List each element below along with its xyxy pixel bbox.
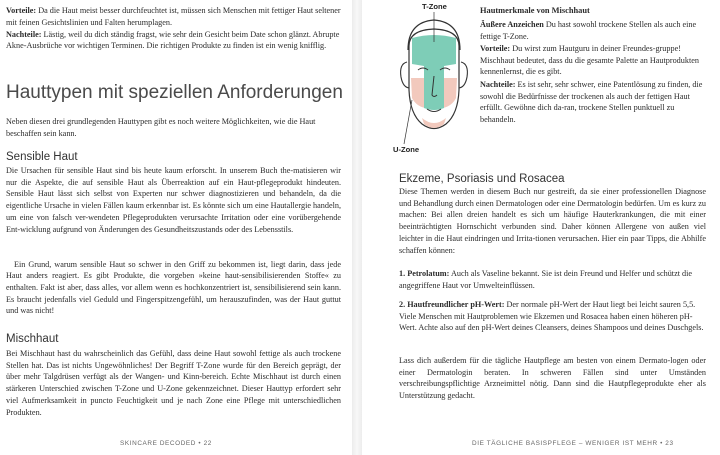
traits-appearance-label: Äußere Anzeichen xyxy=(480,20,544,29)
left-footer: SKINCARE DECODED • 22 xyxy=(120,440,212,447)
tip-2 xyxy=(399,299,706,334)
u-zone-label: U-Zone xyxy=(393,145,420,154)
tip-2-num: 2. xyxy=(399,300,406,309)
tip-item xyxy=(399,299,706,334)
mixed-p1: Bei Mischhaut hast du wahrscheinlich das Gefühl, dass deine Haut sowohl fettige als auch trockene Stellen hat. Das ist nichts Ungewöhnliches! Der Begriff T-Zone wurde für den Bereich geprägt, der über mehr Talgdrüsen verfügt als der Wangen- und Kinn-bereich. Echte Mischhaut ist durch einen stärkeren Unterschied zwischen T-Zone und U-Zone gekennzeichnet. Dieser Hauttyp erfordert sehr viel Aufmerksamkeit in puncto Feuchtigkeit und je nach Zone eine Pflege mit unterschiedlichen Produkten. xyxy=(6,349,341,417)
face-diagram xyxy=(394,2,474,152)
eczema-p1: Diese Themen werden in diesem Buch nur gestreift, da sie einer professionellen Diagnose und Behandlung durch einen Dermatologen oder eine Dermatologin bedürfen. Um es kurz zu machen: Bei allen dreien handelt es sich um häufige Hauterkrankungen, die mit einer beeinträchtigten Hornschicht verbunden sind. Daher können Allergene von außen viel leichter in die Haut eindringen und Irrita-tionen verursachen. Hier ein paar Tipps, die Abhilfe schaffen können: xyxy=(399,187,706,255)
section-title: Hauttypen mit speziellen Anforderungen xyxy=(6,82,343,103)
section-intro: Neben diesen drei grundlegenden Hauttypen gibt es noch weitere Möglichkeiten, wie die Haut beschaffen sein kann. xyxy=(6,117,316,138)
traits-cons-label: Nachteile: xyxy=(480,80,516,89)
tip-1 xyxy=(399,268,706,291)
u-zone-leader xyxy=(404,100,412,144)
intro-cons-text: Lästig, weil du dich ständig fragst, wie sehr dein Gesicht beim Date schon glänzt. Abrupte Akne-Ausbrüche vor wichtigen Terminen. Die richtigen Produkte zu finden ist ein wenig knifflig. xyxy=(6,29,340,51)
right-footer: DIE TÄGLICHE BASISPFLEGE – WENIGER IST MEHR • 23 xyxy=(472,440,674,447)
tip-item xyxy=(399,268,706,291)
sensitive-p2: Ein Grund, warum sensible Haut so schwer in den Griff zu bekommen ist, liegt darin, dass jede Haut anders reagiert. Es gibt Produkte, die vorgeben »keine haut-sensibilisierenden Stoffe« zu enthalten. Fakt ist aber, dass alles, vor allem wenn es hochkonzentriert ist, sensibilisierend sein kann. Es braucht jedenfalls viel Geduld und Fingerspitzengefühl, um herauszufinden, was der Haut guttut und was nicht! xyxy=(6,259,341,316)
eczema-p2: Lass dich außerdem für die tägliche Hautpflege am besten von einem Dermato-logen oder einer Dermatologin beraten. In schweren Fällen sind unter Umständen verschreibungspflichtige Arzneimittel nötig. Dann sind die Hautpflegeprodukte eher als Unterstützung gedacht. xyxy=(399,356,706,401)
tip-1-label: Petrolatum: xyxy=(407,269,450,278)
sensitive-p1: Die Ursachen für sensible Haut sind bis heute kaum erforscht. In unserem Buch the-matisieren wir nur die Aspekte, die auf sensible Haut als Überreaktion auf ein Haut-pflegeprodukt hindeuten. Sensible Haut lässt sich selbst von Experten nur schwer diagnostizieren und behandeln, da die eigentliche Ursache in vielen Fällen kaum erkennbar ist. Es könnte sich um eine Hautallergie handeln, um eine von falsch ver-wendeten Pflegeprodukten verursachte Irritation oder eine vorübergehende Ent-wicklung aufgrund von Änderungen des Gesundheitszustands oder des Lebensstils. xyxy=(6,166,341,234)
traits-pros-text: Du wirst zum Hautguru in deiner Freundes-gruppe! Mischhaut bedeutet, dass du die gesamte Palette an Hautprodukten kennenlernst, die es gibt. xyxy=(480,44,699,77)
traits-appearance xyxy=(480,19,706,42)
traits-appearance-text: Du hast sowohl trockene Stellen als auch eine fettige T-Zone. xyxy=(480,20,697,41)
traits-pros-label: Vorteile: xyxy=(480,44,511,53)
intro-pros-label: Vorteile: xyxy=(6,6,37,15)
tip-1-text: Auch als Vaseline bekannt. Sie ist dein Freund und Helfer und schützt die angegriffene Haut vor Umwelteinflüssen. xyxy=(399,269,693,290)
eczema-title: Ekzeme, Psoriasis und Rosacea xyxy=(399,173,565,185)
traits-title: Hautmerkmale von Mischhaut xyxy=(480,6,590,15)
tip-1-num: 1. xyxy=(399,269,406,278)
intro-cons-label: Nachteile: xyxy=(6,29,42,39)
mixed-title: Mischhaut xyxy=(6,333,59,345)
traits-pros xyxy=(480,43,706,78)
tip-2-label: Hautfreundlicher pH-Wert: xyxy=(407,300,505,309)
tip-2-text: Der normale pH-Wert der Haut liegt bei leicht sauren 5,5. Viele Menschen mit Hautproblemen wie Ekzemen und Rosacea haben einen höheren pH-Wert. Achte also auf den pH-Wert deines Cleansers, deines Shampoos und deines Duschgels. xyxy=(399,300,704,333)
traits-cons xyxy=(480,79,706,126)
traits-cons-text: Es ist sehr, sehr schwer, eine Patentlösung zu finden, die sowohl die Bedürfnisse der trockenen als auch der fettigen Haut erfüllt. Gewöhne dich da-ran, trockene Stellen punktuell zu behandeln. xyxy=(480,80,703,125)
sensitive-title: Sensible Haut xyxy=(6,151,78,163)
face-illustration xyxy=(394,2,474,152)
t-zone-label: T-Zone xyxy=(422,2,447,11)
intro-pros-text: Da die Haut meist besser durchfeuchtet ist, müssen sich Menschen mit fettiger Haut seltener mit feinen Gesichtslinien und Falten herumplagen. xyxy=(6,6,341,27)
